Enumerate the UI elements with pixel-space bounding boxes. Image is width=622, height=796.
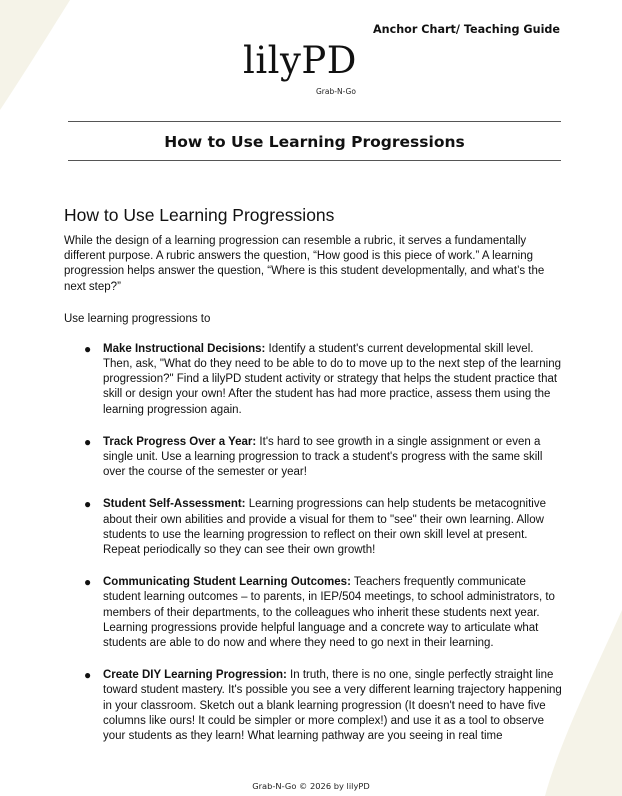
intro-paragraph: While the design of a learning progression can resemble a rubric, it serves a fundamentally different purpose. A rubric answers the question, “How good is this piece of work.” A learning progression helps answer the question, “Where is this student developmentally, and what’s the next step?” xyxy=(64,235,545,293)
list-item xyxy=(64,497,564,558)
uses-list xyxy=(64,342,564,744)
bullet-icon: ● xyxy=(84,341,92,356)
section-heading: How to Use Learning Progressions xyxy=(64,205,335,225)
item-text: In truth, there is no one, single perfectly straight line toward student mastery. It's possible you see a very different learning trajectory happening in your classroom. Sketch out a blank learning progression (It doesn't need to have five columns like ours! It could be simpler or more complex!) and use it as a tool to observe your students as they learn! What learning pathway are you seeing in real time xyxy=(103,669,562,743)
document-type-label: Anchor Chart/ Teaching Guide xyxy=(372,23,560,36)
list-item xyxy=(64,575,564,651)
list-item xyxy=(64,342,564,418)
item-text: Teachers frequently communicate student learning outcomes – to parents, in IEP/504 meetings, to school administrators, to members of their departments, to the colleagues who inherit these students next year. Learning progressions provide helpful language and a concrete way to articulate what students are able to do now and where they need to go next in their learning. xyxy=(103,576,555,650)
list-item xyxy=(64,668,564,744)
item-term: Communicating Student Learning Outcomes: xyxy=(103,576,351,589)
main-content xyxy=(64,205,564,761)
page-footer: Grab-N-Go © 2026 by lilyPD xyxy=(252,781,370,791)
item-term: Make Instructional Decisions: xyxy=(103,342,266,355)
list-lead-in: Use learning progressions to xyxy=(64,312,211,325)
list-item xyxy=(64,435,564,481)
item-text: It's hard to see growth in a single assignment or even a single unit. Use a learning progression to track a student's progress with the same skill over the course of the semester or year! xyxy=(103,435,543,479)
item-text: Identify a student's current developmental skill level. Then, ask, "What do they need to be able to do to move up to the next step of the learning progression?" Find a lilyPD student activity or strategy that helps the student practice that skill or design your own! After the student has had more practice, assess them using the learning progression again. xyxy=(103,342,561,416)
page-title: How to Use Learning Progressions xyxy=(164,133,465,151)
bullet-icon: ● xyxy=(84,668,92,683)
bullet-icon: ● xyxy=(84,434,92,449)
item-term: Student Self-Assessment: xyxy=(103,498,246,511)
bullet-icon: ● xyxy=(84,497,92,512)
item-text: Learning progressions can help students be metacognitive about their own abilities and provide a visual for them to "see" their own learning. Allow students to use the learning progression to reflect on their own skill level at present. Repeat periodically so they can see their own growth! xyxy=(103,498,546,557)
lilypd-logo: lilyPD xyxy=(243,39,357,82)
logo-subtitle: Grab-N-Go xyxy=(316,87,356,96)
item-term: Track Progress Over a Year: xyxy=(103,435,257,448)
bullet-icon: ● xyxy=(84,575,92,590)
title-bottom-divider xyxy=(68,160,561,161)
title-top-divider xyxy=(68,121,561,122)
item-term: Create DIY Learning Progression: xyxy=(103,669,287,682)
